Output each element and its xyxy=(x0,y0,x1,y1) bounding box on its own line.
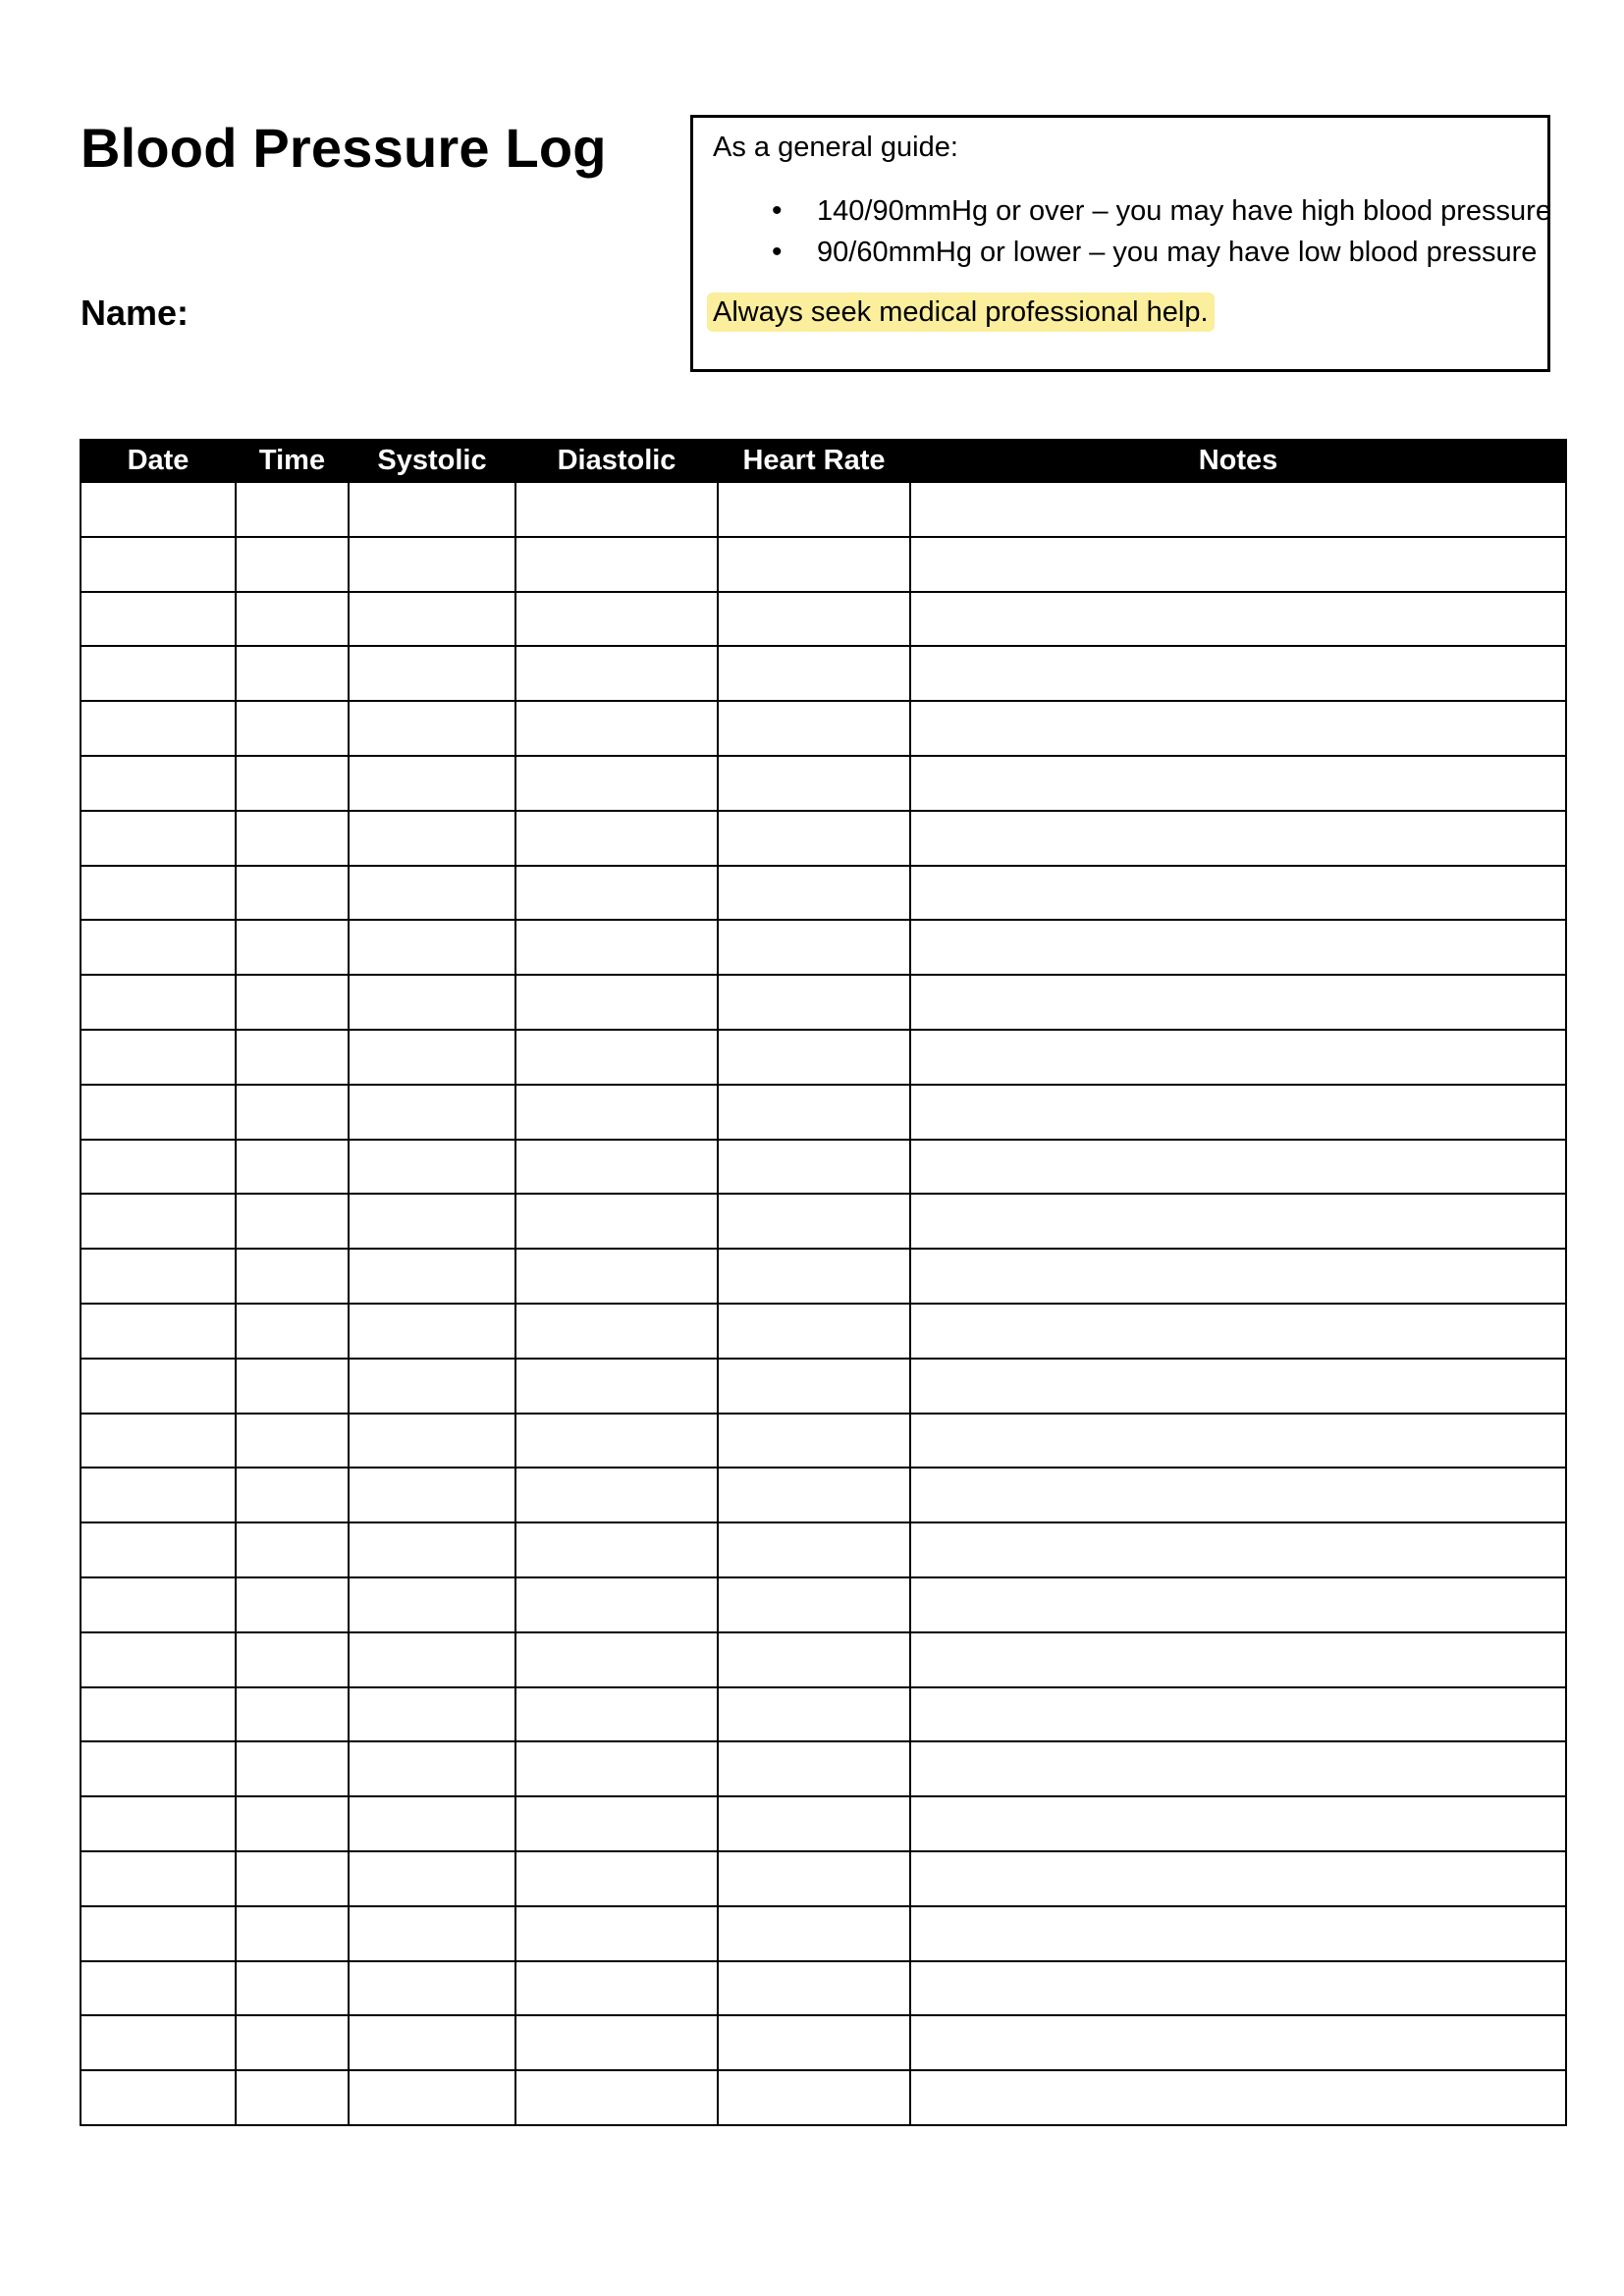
log-cell-diastolic[interactable] xyxy=(515,1140,718,1195)
log-cell-date[interactable] xyxy=(81,537,236,592)
log-cell-systolic[interactable] xyxy=(349,1577,515,1632)
log-cell-notes[interactable] xyxy=(910,975,1566,1030)
log-cell-notes[interactable] xyxy=(910,1468,1566,1522)
bullet-icon: • xyxy=(772,236,783,268)
log-cell-diastolic[interactable] xyxy=(515,1085,718,1140)
log-cell-systolic[interactable] xyxy=(349,811,515,866)
table-row xyxy=(81,701,1566,756)
log-cell-diastolic[interactable] xyxy=(515,1961,718,2016)
log-cell-notes[interactable] xyxy=(910,1851,1566,1906)
log-cell-date[interactable] xyxy=(81,1577,236,1632)
log-cell-notes[interactable] xyxy=(910,1140,1566,1195)
general-guide-box xyxy=(690,115,1550,372)
log-cell-time[interactable] xyxy=(236,1030,349,1085)
log-cell-time[interactable] xyxy=(236,1522,349,1577)
guide-item-text: 140/90mmHg or over – you may have high blood pressure xyxy=(817,195,1551,227)
table-row xyxy=(81,1140,1566,1195)
log-cell-diastolic[interactable] xyxy=(515,1194,718,1249)
table-row xyxy=(81,1522,1566,1577)
guide-heading: As a general guide: xyxy=(713,132,958,163)
log-cell-time[interactable] xyxy=(236,2015,349,2070)
log-cell-date[interactable] xyxy=(81,701,236,756)
log-cell-heart-rate[interactable] xyxy=(718,701,910,756)
log-cell-notes[interactable] xyxy=(910,756,1566,811)
log-cell-systolic[interactable] xyxy=(349,1741,515,1796)
log-cell-date[interactable] xyxy=(81,1414,236,1468)
log-cell-time[interactable] xyxy=(236,1359,349,1414)
log-cell-time[interactable] xyxy=(236,2070,349,2125)
log-cell-time[interactable] xyxy=(236,1085,349,1140)
log-cell-notes[interactable] xyxy=(910,866,1566,921)
log-cell-time[interactable] xyxy=(236,1796,349,1851)
log-cell-notes[interactable] xyxy=(910,2015,1566,2070)
log-cell-heart-rate[interactable] xyxy=(718,1414,910,1468)
log-cell-heart-rate[interactable] xyxy=(718,866,910,921)
table-row xyxy=(81,756,1566,811)
log-cell-systolic[interactable] xyxy=(349,482,515,537)
table-row xyxy=(81,537,1566,592)
log-cell-notes[interactable] xyxy=(910,1030,1566,1085)
log-cell-systolic[interactable] xyxy=(349,1961,515,2016)
log-cell-systolic[interactable] xyxy=(349,1906,515,1961)
table-row xyxy=(81,1249,1566,1304)
log-cell-heart-rate[interactable] xyxy=(718,2015,910,2070)
log-cell-notes[interactable] xyxy=(910,1961,1566,2016)
log-cell-heart-rate[interactable] xyxy=(718,1632,910,1687)
log-cell-diastolic[interactable] xyxy=(515,1851,718,1906)
log-cell-time[interactable] xyxy=(236,1577,349,1632)
log-cell-diastolic[interactable] xyxy=(515,1359,718,1414)
log-cell-time[interactable] xyxy=(236,482,349,537)
log-cell-systolic[interactable] xyxy=(349,1687,515,1742)
log-cell-time[interactable] xyxy=(236,646,349,701)
table-row xyxy=(81,1632,1566,1687)
table-row xyxy=(81,1741,1566,1796)
log-cell-notes[interactable] xyxy=(910,1414,1566,1468)
log-cell-date[interactable] xyxy=(81,1687,236,1742)
table-row xyxy=(81,1906,1566,1961)
log-cell-systolic[interactable] xyxy=(349,1304,515,1359)
log-cell-notes[interactable] xyxy=(910,537,1566,592)
table-row xyxy=(81,1030,1566,1085)
log-cell-date[interactable] xyxy=(81,1741,236,1796)
log-cell-systolic[interactable] xyxy=(349,537,515,592)
table-row xyxy=(81,1687,1566,1742)
table-body xyxy=(81,482,1566,2125)
column-header-systolic: Systolic xyxy=(349,440,515,482)
log-cell-heart-rate[interactable] xyxy=(718,756,910,811)
log-cell-time[interactable] xyxy=(236,1140,349,1195)
table-row xyxy=(81,646,1566,701)
log-cell-heart-rate[interactable] xyxy=(718,2070,910,2125)
log-cell-notes[interactable] xyxy=(910,592,1566,647)
log-cell-heart-rate[interactable] xyxy=(718,1741,910,1796)
log-cell-date[interactable] xyxy=(81,1906,236,1961)
table-row xyxy=(81,975,1566,1030)
log-cell-date[interactable] xyxy=(81,592,236,647)
log-cell-heart-rate[interactable] xyxy=(718,1687,910,1742)
log-cell-notes[interactable] xyxy=(910,1522,1566,1577)
log-cell-time[interactable] xyxy=(236,920,349,975)
log-cell-systolic[interactable] xyxy=(349,646,515,701)
log-cell-notes[interactable] xyxy=(910,1687,1566,1742)
log-cell-time[interactable] xyxy=(236,1687,349,1742)
log-cell-diastolic[interactable] xyxy=(515,1522,718,1577)
log-cell-date[interactable] xyxy=(81,866,236,921)
table-row xyxy=(81,866,1566,921)
log-cell-time[interactable] xyxy=(236,1741,349,1796)
log-cell-heart-rate[interactable] xyxy=(718,1359,910,1414)
table-row xyxy=(81,482,1566,537)
table-header-row xyxy=(81,440,1566,482)
log-cell-time[interactable] xyxy=(236,701,349,756)
table-row xyxy=(81,920,1566,975)
log-cell-systolic[interactable] xyxy=(349,756,515,811)
log-cell-systolic[interactable] xyxy=(349,975,515,1030)
table-row xyxy=(81,1851,1566,1906)
column-header-diastolic: Diastolic xyxy=(515,440,718,482)
log-cell-systolic[interactable] xyxy=(349,1851,515,1906)
log-cell-heart-rate[interactable] xyxy=(718,1796,910,1851)
log-cell-systolic[interactable] xyxy=(349,1414,515,1468)
log-cell-heart-rate[interactable] xyxy=(718,646,910,701)
log-cell-notes[interactable] xyxy=(910,701,1566,756)
log-cell-notes[interactable] xyxy=(910,646,1566,701)
table-row xyxy=(81,1359,1566,1414)
log-cell-systolic[interactable] xyxy=(349,1632,515,1687)
log-cell-date[interactable] xyxy=(81,756,236,811)
log-cell-notes[interactable] xyxy=(910,1796,1566,1851)
log-cell-date[interactable] xyxy=(81,1085,236,1140)
log-cell-notes[interactable] xyxy=(910,811,1566,866)
log-cell-date[interactable] xyxy=(81,646,236,701)
log-cell-diastolic[interactable] xyxy=(515,1632,718,1687)
log-cell-heart-rate[interactable] xyxy=(718,1085,910,1140)
log-cell-heart-rate[interactable] xyxy=(718,1249,910,1304)
log-cell-heart-rate[interactable] xyxy=(718,975,910,1030)
log-cell-notes[interactable] xyxy=(910,1249,1566,1304)
log-cell-systolic[interactable] xyxy=(349,1522,515,1577)
table-row xyxy=(81,592,1566,647)
log-cell-heart-rate[interactable] xyxy=(718,920,910,975)
log-cell-diastolic[interactable] xyxy=(515,756,718,811)
table-row xyxy=(81,2070,1566,2125)
log-cell-heart-rate[interactable] xyxy=(718,1961,910,2016)
log-cell-diastolic[interactable] xyxy=(515,2070,718,2125)
log-cell-systolic[interactable] xyxy=(349,1194,515,1249)
log-cell-date[interactable] xyxy=(81,1632,236,1687)
log-cell-heart-rate[interactable] xyxy=(718,1030,910,1085)
log-cell-diastolic[interactable] xyxy=(515,1030,718,1085)
log-cell-date[interactable] xyxy=(81,1468,236,1522)
log-cell-diastolic[interactable] xyxy=(515,2015,718,2070)
log-cell-date[interactable] xyxy=(81,920,236,975)
log-cell-systolic[interactable] xyxy=(349,920,515,975)
log-cell-heart-rate[interactable] xyxy=(718,811,910,866)
log-cell-date[interactable] xyxy=(81,1304,236,1359)
table-row xyxy=(81,1468,1566,1522)
log-cell-date[interactable] xyxy=(81,1194,236,1249)
table-row xyxy=(81,2015,1566,2070)
log-cell-time[interactable] xyxy=(236,1468,349,1522)
log-cell-diastolic[interactable] xyxy=(515,537,718,592)
log-cell-date[interactable] xyxy=(81,1249,236,1304)
log-cell-heart-rate[interactable] xyxy=(718,1851,910,1906)
log-cell-date[interactable] xyxy=(81,1851,236,1906)
column-header-heart-rate: Heart Rate xyxy=(718,440,910,482)
table-row xyxy=(81,811,1566,866)
log-cell-notes[interactable] xyxy=(910,1359,1566,1414)
log-cell-date[interactable] xyxy=(81,1961,236,2016)
log-cell-heart-rate[interactable] xyxy=(718,1140,910,1195)
log-cell-time[interactable] xyxy=(236,866,349,921)
log-cell-date[interactable] xyxy=(81,1522,236,1577)
log-cell-heart-rate[interactable] xyxy=(718,1194,910,1249)
table-row xyxy=(81,1577,1566,1632)
log-cell-diastolic[interactable] xyxy=(515,975,718,1030)
log-cell-time[interactable] xyxy=(236,592,349,647)
log-cell-notes[interactable] xyxy=(910,1906,1566,1961)
log-cell-notes[interactable] xyxy=(910,1194,1566,1249)
log-cell-notes[interactable] xyxy=(910,920,1566,975)
table-row xyxy=(81,1194,1566,1249)
log-cell-systolic[interactable] xyxy=(349,1140,515,1195)
log-cell-date[interactable] xyxy=(81,482,236,537)
log-cell-notes[interactable] xyxy=(910,1577,1566,1632)
log-cell-systolic[interactable] xyxy=(349,1249,515,1304)
log-cell-diastolic[interactable] xyxy=(515,482,718,537)
log-cell-diastolic[interactable] xyxy=(515,1577,718,1632)
log-cell-notes[interactable] xyxy=(910,1741,1566,1796)
log-cell-time[interactable] xyxy=(236,1906,349,1961)
log-cell-heart-rate[interactable] xyxy=(718,1577,910,1632)
log-cell-date[interactable] xyxy=(81,975,236,1030)
log-cell-systolic[interactable] xyxy=(349,701,515,756)
log-cell-heart-rate[interactable] xyxy=(718,1468,910,1522)
column-header-time: Time xyxy=(236,440,349,482)
table-row xyxy=(81,1085,1566,1140)
log-cell-heart-rate[interactable] xyxy=(718,1906,910,1961)
table-row xyxy=(81,1304,1566,1359)
blood-pressure-log-table xyxy=(80,439,1567,2126)
log-cell-diastolic[interactable] xyxy=(515,592,718,647)
log-cell-date[interactable] xyxy=(81,1140,236,1195)
column-header-date: Date xyxy=(81,440,236,482)
log-cell-systolic[interactable] xyxy=(349,1030,515,1085)
log-cell-systolic[interactable] xyxy=(349,1796,515,1851)
log-cell-time[interactable] xyxy=(236,756,349,811)
table-row xyxy=(81,1796,1566,1851)
log-cell-heart-rate[interactable] xyxy=(718,482,910,537)
log-cell-notes[interactable] xyxy=(910,1632,1566,1687)
log-cell-diastolic[interactable] xyxy=(515,1304,718,1359)
log-cell-time[interactable] xyxy=(236,1961,349,2016)
log-cell-date[interactable] xyxy=(81,1030,236,1085)
log-cell-diastolic[interactable] xyxy=(515,811,718,866)
log-cell-diastolic[interactable] xyxy=(515,646,718,701)
log-cell-diastolic[interactable] xyxy=(515,1249,718,1304)
log-cell-heart-rate[interactable] xyxy=(718,1304,910,1359)
log-cell-diastolic[interactable] xyxy=(515,920,718,975)
table-row xyxy=(81,1414,1566,1468)
column-header-notes: Notes xyxy=(910,440,1566,482)
log-cell-date[interactable] xyxy=(81,2015,236,2070)
log-cell-systolic[interactable] xyxy=(349,1468,515,1522)
log-cell-date[interactable] xyxy=(81,2070,236,2125)
log-cell-diastolic[interactable] xyxy=(515,1468,718,1522)
highlighted-note: Always seek medical professional help. xyxy=(707,293,1215,332)
log-cell-time[interactable] xyxy=(236,1851,349,1906)
log-cell-time[interactable] xyxy=(236,1632,349,1687)
log-cell-date[interactable] xyxy=(81,1796,236,1851)
name-label: Name: xyxy=(81,293,189,333)
log-cell-diastolic[interactable] xyxy=(515,701,718,756)
log-cell-time[interactable] xyxy=(236,975,349,1030)
table-row xyxy=(81,1961,1566,2016)
log-cell-heart-rate[interactable] xyxy=(718,537,910,592)
log-cell-time[interactable] xyxy=(236,1414,349,1468)
log-cell-systolic[interactable] xyxy=(349,866,515,921)
log-cell-notes[interactable] xyxy=(910,1085,1566,1140)
log-cell-date[interactable] xyxy=(81,1359,236,1414)
log-cell-diastolic[interactable] xyxy=(515,1687,718,1742)
log-cell-heart-rate[interactable] xyxy=(718,1522,910,1577)
log-cell-time[interactable] xyxy=(236,811,349,866)
page-title: Blood Pressure Log xyxy=(81,117,607,179)
log-cell-time[interactable] xyxy=(236,1194,349,1249)
log-cell-time[interactable] xyxy=(236,1304,349,1359)
log-cell-diastolic[interactable] xyxy=(515,866,718,921)
log-cell-systolic[interactable] xyxy=(349,1085,515,1140)
log-cell-systolic[interactable] xyxy=(349,592,515,647)
log-cell-diastolic[interactable] xyxy=(515,1741,718,1796)
log-cell-heart-rate[interactable] xyxy=(718,592,910,647)
log-cell-systolic[interactable] xyxy=(349,1359,515,1414)
bullet-icon: • xyxy=(772,194,783,227)
log-cell-date[interactable] xyxy=(81,811,236,866)
log-cell-time[interactable] xyxy=(236,1249,349,1304)
log-cell-diastolic[interactable] xyxy=(515,1414,718,1468)
log-cell-systolic[interactable] xyxy=(349,2015,515,2070)
log-cell-notes[interactable] xyxy=(910,1304,1566,1359)
log-cell-systolic[interactable] xyxy=(349,2070,515,2125)
log-cell-diastolic[interactable] xyxy=(515,1796,718,1851)
guide-item-text: 90/60mmHg or lower – you may have low blood pressure xyxy=(817,237,1538,268)
log-cell-notes[interactable] xyxy=(910,482,1566,537)
log-cell-time[interactable] xyxy=(236,537,349,592)
log-cell-diastolic[interactable] xyxy=(515,1906,718,1961)
log-cell-notes[interactable] xyxy=(910,2070,1566,2125)
